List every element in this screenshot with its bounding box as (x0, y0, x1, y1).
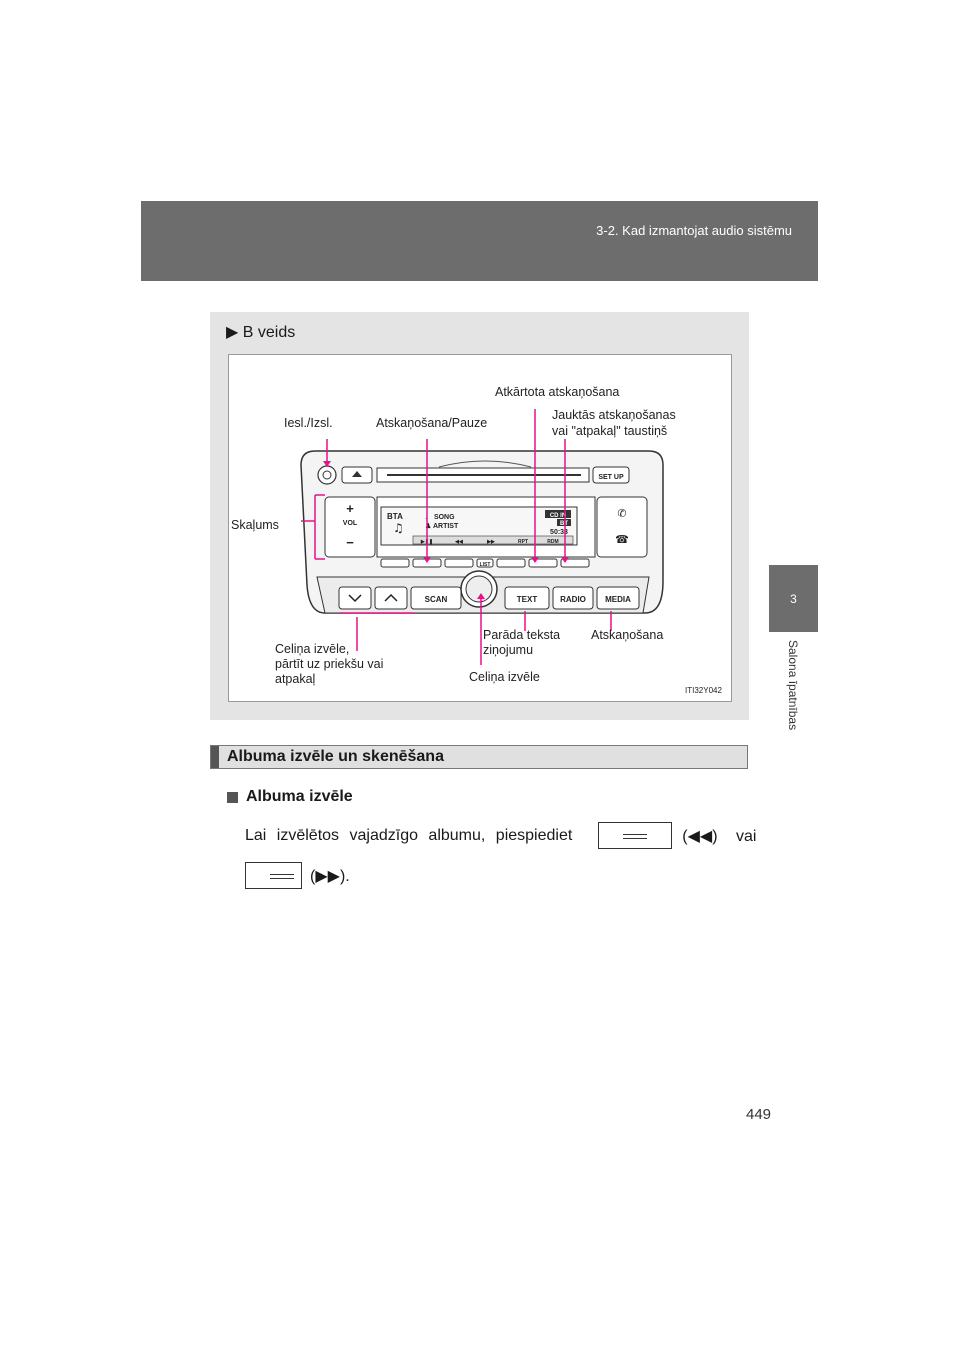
radio-label: RADIO (560, 595, 586, 604)
rpt-key: RPT (518, 539, 528, 545)
play-pause-key: ▶❚❚ (420, 539, 434, 545)
vol-minus-label: − (346, 535, 354, 550)
image-code: ITI32Y042 (685, 686, 722, 695)
phone-hangup-icon: ☎ (615, 533, 629, 546)
track-up-button (375, 587, 407, 609)
label-track-1: Celiņa izvēle, (275, 642, 350, 656)
header-band (141, 201, 818, 281)
ff-key: ▶▶ (487, 539, 495, 545)
scan-label: SCAN (424, 595, 448, 604)
audio-unit-diagram (229, 355, 731, 701)
preset-1 (381, 559, 409, 567)
display-bta: BTA (387, 512, 403, 521)
variant-name: B veids (242, 324, 296, 341)
power-button (318, 466, 336, 484)
list-label: LIST (479, 562, 491, 568)
body-line-1 (245, 822, 756, 849)
variant-label (226, 322, 295, 342)
body-line-2 (245, 862, 350, 889)
label-repeat: Atkārtota atskaņošana (495, 385, 620, 399)
section-title: 3-2. Kad izmantojat audio sistēmu (596, 223, 792, 238)
phone-panel (597, 497, 647, 557)
figure-panel (210, 312, 749, 720)
rdm-key: RDM (547, 539, 559, 545)
chapter-tab (769, 565, 818, 632)
callout-line-track-select (339, 613, 413, 651)
figure-frame (228, 354, 732, 702)
chapter-number: 3 (790, 591, 797, 606)
square-bullet-icon (227, 792, 238, 803)
body-text-3: (▶▶). (310, 867, 350, 885)
display-song: ♩ SONG (425, 514, 455, 521)
setup-label: SET UP (598, 474, 624, 481)
preset-3 (445, 559, 473, 567)
label-text-1: Parāda teksta (483, 628, 561, 642)
label-track-2: pārtīt uz priekšu vai (275, 657, 384, 671)
label-volume: Skaļums (231, 518, 279, 532)
page-number: 449 (746, 1106, 772, 1123)
label-power: Iesl./Izsl. (284, 416, 333, 430)
cd-in-label: CD IN (549, 513, 567, 519)
previous-album-button-icon (598, 822, 672, 849)
triangle-icon: ▶ (226, 324, 239, 341)
label-play-pause: Atskaņošana/Pauze (376, 416, 488, 430)
media-label: MEDIA (605, 595, 631, 604)
label-playback: Atskaņošana (591, 628, 664, 642)
rew-key: ◀◀ (455, 539, 463, 545)
label-track-select: Celiņa izvēle (469, 670, 540, 684)
body-text-1: Lai izvēlētos vajadzīgo albumu, piespiediet (245, 826, 573, 844)
heading-accent (211, 746, 219, 768)
phone-pickup-icon: ✆ (617, 507, 627, 520)
bt-label: BT (560, 521, 568, 527)
subheading (227, 788, 353, 806)
subheading-text: Albuma izvēle (246, 788, 353, 805)
label-text-2: ziņojumu (483, 643, 534, 657)
preset-4 (497, 559, 525, 567)
vol-label: VOL (342, 520, 358, 527)
label-random-1: Jauktās atskaņošanas (552, 408, 676, 422)
section-heading-bar (210, 745, 748, 769)
label-random-2: vai "atpakaļ" taustiņš (552, 424, 668, 438)
display-time: 50:33 (550, 529, 568, 536)
track-down-button (339, 587, 371, 609)
vol-plus-label: + (346, 501, 354, 516)
display-artist: ♟ ARTIST (425, 523, 459, 530)
body-text-2: (◀◀) vai (682, 827, 757, 845)
section-heading: Albuma izvēle un skenēšana (227, 748, 444, 765)
chapter-label: Salona īpatnības (786, 640, 800, 731)
music-note-icon: ♫ (393, 521, 404, 535)
label-track-3: atpakaļ (275, 672, 316, 686)
text-label: TEXT (516, 595, 538, 604)
next-album-button-icon (245, 862, 302, 889)
